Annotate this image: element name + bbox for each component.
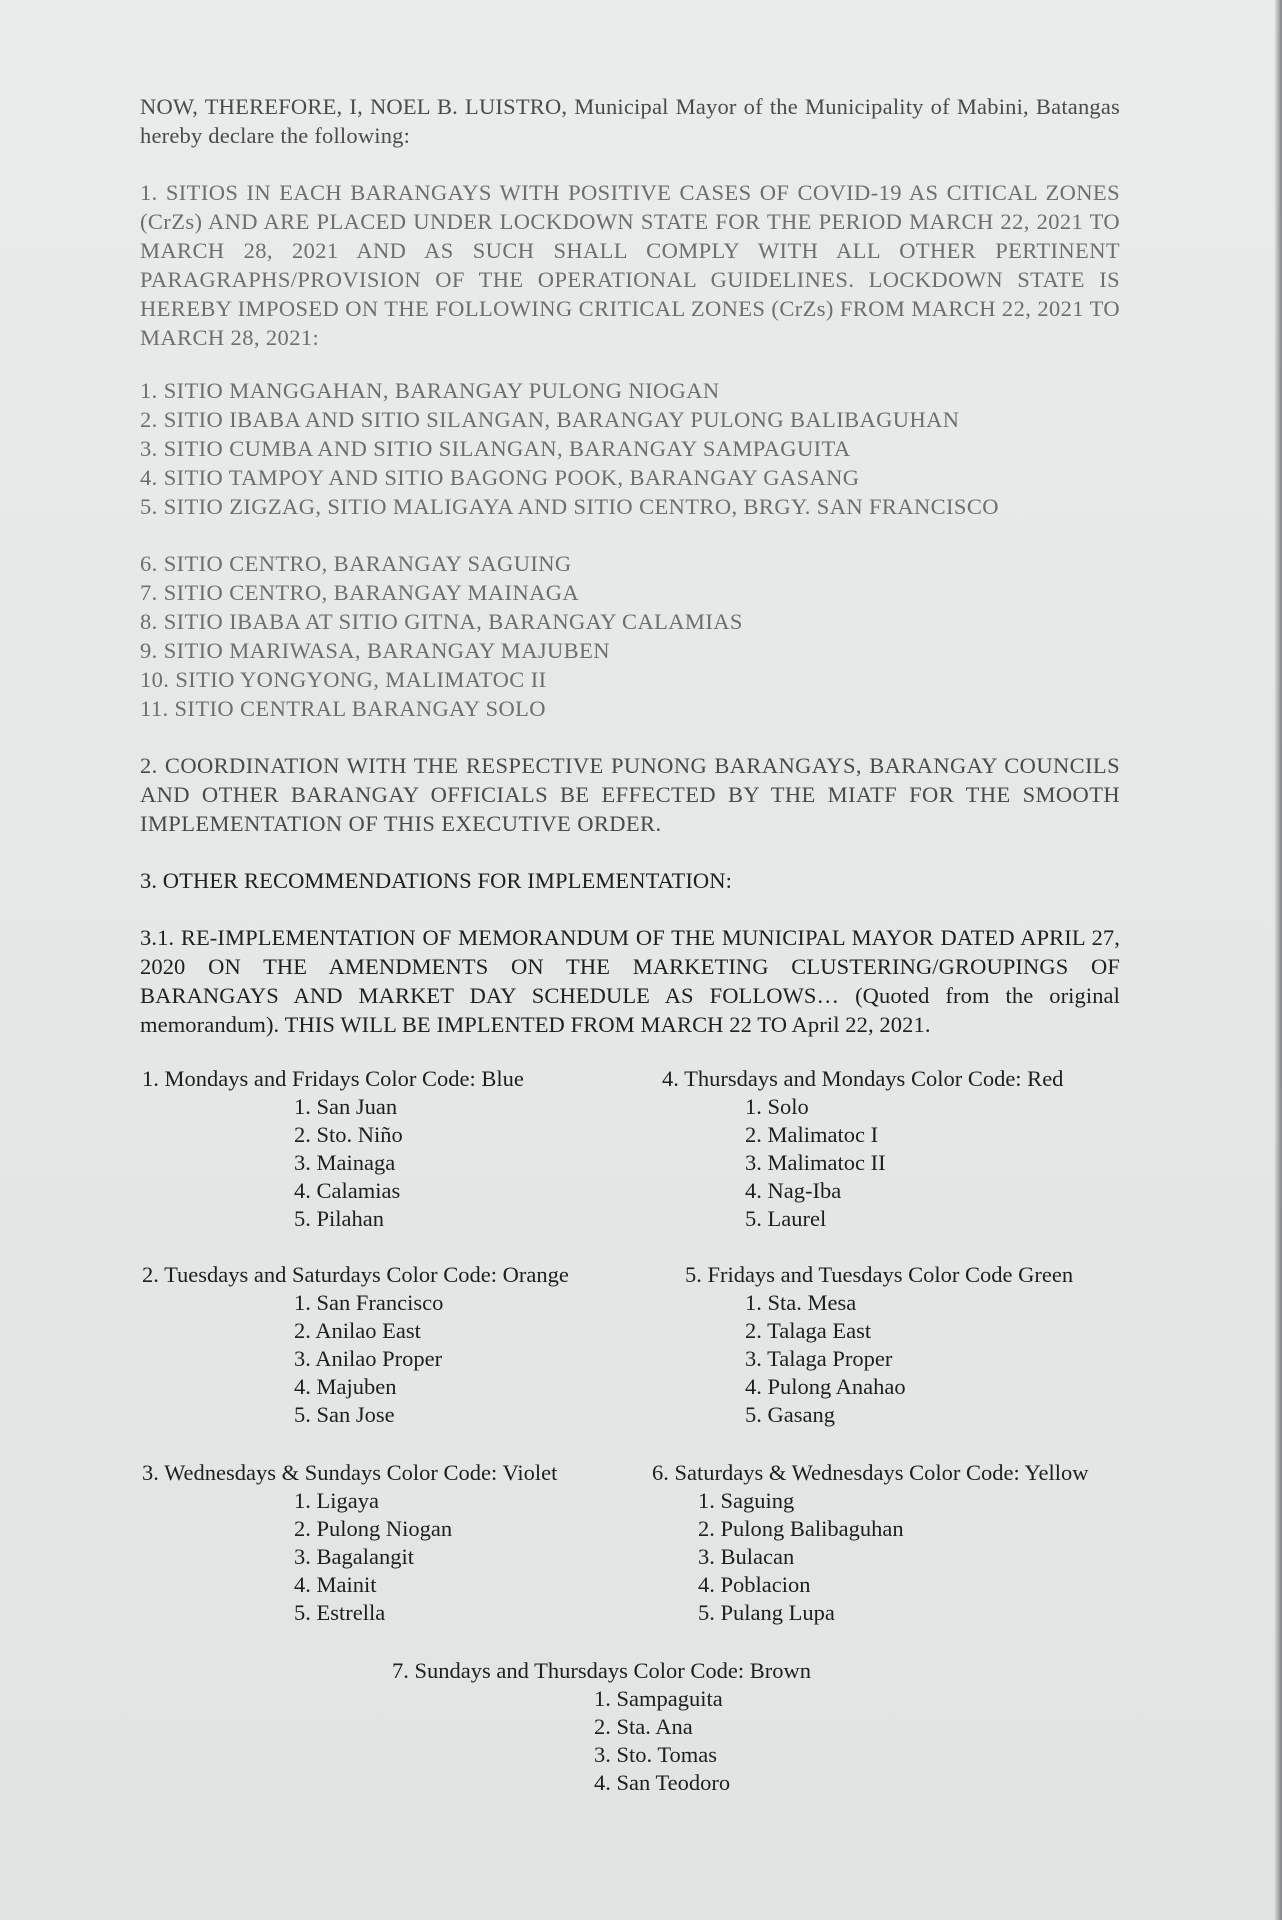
zone-item: 4. SITIO TAMPOY AND SITIO BAGONG POOK, BARANGAY GASANG <box>140 465 860 490</box>
group-heading: 6. Saturdays & Wednesdays Color Code: Yellow <box>652 1460 1089 1485</box>
barangay-item: 2. Malimatoc I <box>745 1122 879 1147</box>
critical-zones-list-1 <box>140 376 1120 521</box>
zone-item: 5. SITIO ZIGZAG, SITIO MALIGAYA AND SITIO CENTRO, BRGY. SAN FRANCISCO <box>140 494 999 519</box>
zone-item: 3. SITIO CUMBA AND SITIO SILANGAN, BARANGAY SAMPAGUITA <box>140 436 851 461</box>
zone-item: 1. SITIO MANGGAHAN, BARANGAY PULONG NIOGAN <box>140 378 720 403</box>
zone-item: 10. SITIO YONGYONG, MALIMATOC II <box>140 667 547 692</box>
group-heading: 3. Wednesdays & Sundays Color Code: Violet <box>142 1460 558 1485</box>
schedule-group-6 <box>652 1459 1089 1627</box>
zone-item: 7. SITIO CENTRO, BARANGAY MAINAGA <box>140 580 580 605</box>
barangay-item: 1. San Juan <box>294 1094 398 1119</box>
schedule-row-1 <box>140 1065 1120 1235</box>
barangay-item: 3. Bulacan <box>698 1544 795 1569</box>
group-heading: 1. Mondays and Fridays Color Code: Blue <box>142 1066 524 1091</box>
barangay-item: 5. San Jose <box>294 1402 395 1427</box>
barangay-item: 5. Gasang <box>745 1402 835 1427</box>
zone-item: 2. SITIO IBABA AND SITIO SILANGAN, BARANGAY PULONG BALIBAGUHAN <box>140 407 960 432</box>
zone-item: 9. SITIO MARIWASA, BARANGAY MAJUBEN <box>140 638 610 663</box>
schedule-row-2 <box>140 1261 1120 1459</box>
schedule-group-5 <box>685 1261 1073 1429</box>
barangay-item: 4. Mainit <box>294 1572 377 1597</box>
schedule-group-2 <box>142 1261 569 1429</box>
schedule-row-3 <box>140 1459 1120 1657</box>
barangay-item: 1. San Francisco <box>294 1290 444 1315</box>
document-body <box>140 92 1120 1807</box>
barangay-item: 2. Talaga East <box>745 1318 872 1343</box>
zone-item: 11. SITIO CENTRAL BARANGAY SOLO <box>140 696 546 721</box>
barangay-item: 2. Pulong Balibaguhan <box>698 1516 904 1541</box>
barangay-item: 4. Majuben <box>294 1374 397 1399</box>
barangay-item: 4. Calamias <box>294 1178 401 1203</box>
zone-item: 6. SITIO CENTRO, BARANGAY SAGUING <box>140 551 572 576</box>
barangay-item: 1. Sampaguita <box>594 1686 723 1711</box>
barangay-item: 3. Malimatoc II <box>745 1150 886 1175</box>
group-heading: 5. Fridays and Tuesdays Color Code Green <box>685 1262 1074 1287</box>
barangay-item: 2. Sta. Ana <box>594 1714 693 1739</box>
critical-zones-list-2 <box>140 549 1120 723</box>
barangay-item: 3. Mainaga <box>294 1150 396 1175</box>
barangay-item: 4. Pulong Anahao <box>745 1374 906 1399</box>
barangay-item: 5. Pilahan <box>294 1206 384 1231</box>
section-3-heading: 3. OTHER RECOMMENDATIONS FOR IMPLEMENTATION: <box>140 868 732 893</box>
barangay-item: 5. Pulang Lupa <box>698 1600 835 1625</box>
group-heading: 2. Tuesdays and Saturdays Color Code: Orange <box>142 1262 569 1287</box>
section-3-1-paragraph: 3.1. RE-IMPLEMENTATION OF MEMORANDUM OF THE MUNICIPAL MAYOR DATED APRIL 27, 2020 ON THE AMENDMENTS ON THE MARKETING CLUSTERING/GROUPINGS OF BARANGAYS AND MARKET DAY SCHEDULE AS FOLLOWS… (Quoted from the original memorandum). THIS WILL BE IMPLENTED FROM MARCH 22 TO April 22, 2021. <box>140 925 1120 1037</box>
barangay-item: 3. Talaga Proper <box>745 1346 893 1371</box>
barangay-item: 4. San Teodoro <box>594 1770 731 1795</box>
schedule-group-1 <box>142 1065 524 1233</box>
schedule-group-4 <box>662 1065 1063 1233</box>
barangay-item: 5. Laurel <box>745 1206 827 1231</box>
barangay-item: 3. Bagalangit <box>294 1544 414 1569</box>
barangay-item: 1. Ligaya <box>294 1488 379 1513</box>
barangay-item: 5. Estrella <box>294 1600 386 1625</box>
schedule-group-7 <box>392 1657 811 1797</box>
barangay-item: 2. Anilao East <box>294 1318 421 1343</box>
group-heading: 7. Sundays and Thursdays Color Code: Brown <box>392 1658 811 1683</box>
market-day-schedule <box>140 1065 1120 1807</box>
group-heading: 4. Thursdays and Mondays Color Code: Red <box>662 1066 1064 1091</box>
schedule-group-3 <box>142 1459 557 1627</box>
section-1-paragraph: 1. SITIOS IN EACH BARANGAYS WITH POSITIVE CASES OF COVID-19 AS CITICAL ZONES (CrZs) AND ARE PLACED UNDER LOCKDOWN STATE FOR THE PERIOD MARCH 22, 2021 TO MARCH 28, 2021 AND AS SUCH SHALL COMPLY WITH ALL OTHER PERTINENT PARAGRAPHS/PROVISION OF THE OPERATIONAL GUIDELINES. LOCKDOWN STATE IS HEREBY IMPOSED ON THE FOLLOWING CRITICAL ZONES (CrZs) FROM MARCH 22, 2021 TO MARCH 28, 2021: <box>140 180 1120 350</box>
barangay-item: 3. Sto. Tomas <box>594 1742 718 1767</box>
barangay-item: 2. Pulong Niogan <box>294 1516 453 1541</box>
barangay-item: 1. Saguing <box>698 1488 795 1513</box>
zone-item: 8. SITIO IBABA AT SITIO GITNA, BARANGAY CALAMIAS <box>140 609 743 634</box>
intro-paragraph: NOW, THEREFORE, I, NOEL B. LUISTRO, Municipal Mayor of the Municipality of Mabini, Batangas hereby declare the following: <box>140 94 1120 148</box>
section-2-paragraph: 2. COORDINATION WITH THE RESPECTIVE PUNONG BARANGAYS, BARANGAY COUNCILS AND OTHER BARANGAY OFFICIALS BE EFFECTED BY THE MIATF FOR THE SMOOTH IMPLEMENTATION OF THIS EXECUTIVE ORDER. <box>140 753 1120 836</box>
barangay-item: 1. Solo <box>745 1094 809 1119</box>
barangay-item: 4. Poblacion <box>698 1572 811 1597</box>
schedule-row-4 <box>140 1657 1120 1807</box>
barangay-item: 1. Sta. Mesa <box>745 1290 857 1315</box>
barangay-item: 4. Nag-Iba <box>745 1178 842 1203</box>
barangay-item: 3. Anilao Proper <box>294 1346 443 1371</box>
barangay-item: 2. Sto. Niño <box>294 1122 403 1147</box>
page-edge-shadow <box>1274 0 1282 1920</box>
